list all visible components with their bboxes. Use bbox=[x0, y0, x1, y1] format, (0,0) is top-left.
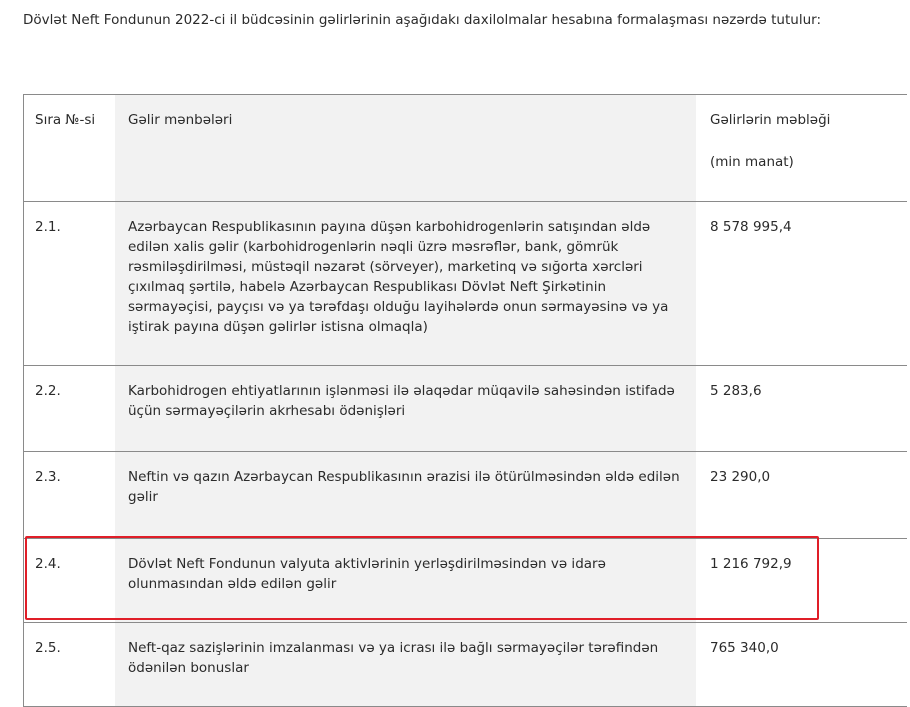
row-source: Dövlət Neft Fondunun valyuta aktivlərinin yerləşdirilməsindən və idarə olunmasından əldə edilən gəlir bbox=[114, 539, 697, 622]
row-number: 2.5. bbox=[24, 623, 114, 706]
row-amount: 23 290,0 bbox=[697, 452, 907, 538]
table-row-highlighted bbox=[24, 539, 907, 623]
row-number: 2.4. bbox=[24, 539, 114, 622]
row-source: Neftin və qazın Azərbaycan Respublikasının ərazisi ilə ötürülməsindən əldə edilən gəlir bbox=[114, 452, 697, 538]
table-row bbox=[24, 623, 907, 707]
row-number: 2.3. bbox=[24, 452, 114, 538]
row-number: 2.1. bbox=[24, 202, 114, 365]
row-number: 2.2. bbox=[24, 366, 114, 451]
row-amount: 1 216 792,9 bbox=[697, 539, 907, 622]
table-row bbox=[24, 366, 907, 452]
table-header-row bbox=[24, 95, 907, 202]
row-amount: 8 578 995,4 bbox=[697, 202, 907, 365]
header-amount bbox=[697, 95, 907, 201]
header-source: Gəlir mənbələri bbox=[114, 95, 697, 201]
row-source: Karbohidrogen ehtiyatlarının işlənməsi ilə əlaqədar müqavilə sahəsindən istifadə üçün sərmayəçilərin akrhesabı ödənişləri bbox=[114, 366, 697, 451]
header-amount-label: Gəlirlərin məbləği bbox=[710, 112, 831, 128]
row-source: Azərbaycan Respublikasının payına düşən karbohidrogenlərin satışından əldə edilən xalis gəlir (karbohidrogenlərin nəqli üzrə məsrəflər, bank, gömrük rəsmiləşdirilməsi, müstəqil nəzarət (sörveyer), marketinq və sığorta xərcləri çıxılmaq şərtilə, habelə Azərbaycan Respublikası Dövlət Neft Şirkətinin sərmayəçisi, payçısı və ya tərəfdaşı olduğu layihələrdə onun sərmayəsinə və ya iştirak payına düşən gəlirlər istisna olmaqla) bbox=[114, 202, 697, 365]
row-amount: 765 340,0 bbox=[697, 623, 907, 706]
revenue-table bbox=[23, 94, 907, 707]
header-number: Sıra №-si bbox=[24, 95, 114, 201]
row-amount: 5 283,6 bbox=[697, 366, 907, 451]
table-row bbox=[24, 452, 907, 539]
row-source: Neft-qaz sazişlərinin imzalanması və ya icrası ilə bağlı sərmayəçilər tərəfindən ödənilən bonuslar bbox=[114, 623, 697, 706]
header-amount-unit: (min manat) bbox=[710, 154, 794, 170]
table-row bbox=[24, 202, 907, 366]
intro-text: Dövlət Neft Fondunun 2022-ci il büdcəsinin gəlirlərinin aşağıdakı daxilolmalar hesabına formalaşması nəzərdə tutulur: bbox=[23, 12, 822, 28]
